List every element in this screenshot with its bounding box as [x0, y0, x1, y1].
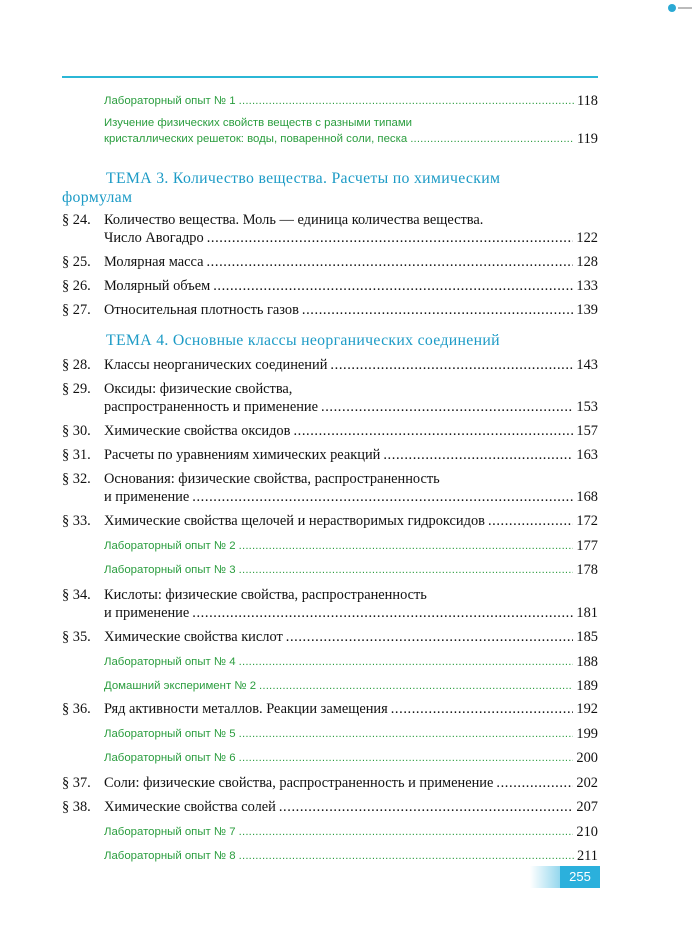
toc-section-26[interactable]: § 26. Молярный объем . . . 133 — [62, 277, 598, 295]
toc-lab-entry[interactable]: кристаллических решеток: воды, поваренной соли, песка . . . 119 — [104, 131, 598, 147]
toc-lab-entry-line: Изучение физических свойств веществ с разными типами — [104, 117, 413, 129]
toc-section-24-line2[interactable]: Число Авогадро . . . 122 — [62, 229, 598, 247]
toc-section-34-line2[interactable]: и применение . . . 181 — [62, 604, 598, 622]
header-rule — [62, 76, 598, 78]
toc-home-experiment[interactable]: Домашний эксперимент № 2 . . . 189 — [104, 678, 598, 694]
toc-section-24[interactable]: § 24. Количество вещества. Моль — единица количества вещества. — [62, 212, 484, 228]
publisher-logo-icon — [668, 4, 694, 12]
toc-section-35[interactable]: § 35. Химические свойства кислот . . . 185 — [62, 628, 598, 646]
toc-lab-entry[interactable]: Лабораторный опыт № 2 . . . 177 — [104, 538, 598, 554]
toc-lab-entry[interactable]: Лабораторный опыт № 3 . . . 178 — [104, 562, 598, 578]
toc-lab-entry[interactable]: Лабораторный опыт № 6 . . . 200 — [104, 750, 598, 766]
toc-section-28[interactable]: § 28. Классы неорганических соединений . . . 143 — [62, 356, 598, 374]
toc-section-29[interactable]: § 29. Оксиды: физические свойства, — [62, 381, 293, 397]
toc-lab-entry[interactable]: Лабораторный опыт № 7 . . . 210 — [104, 824, 598, 840]
toc-section-37[interactable]: § 37. Соли: физические свойства, распространенность и применение . . . 202 — [62, 774, 598, 792]
theme4-heading: ТЕМА 4. Основные классы неорганических соединений — [106, 332, 500, 349]
toc-top-block — [104, 93, 598, 147]
toc-lab-entry[interactable]: Лабораторный опыт № 1 . . . 118 — [104, 93, 598, 109]
theme3-heading-cont: формулам — [62, 189, 133, 206]
toc-section-32-line2[interactable]: и применение . . . 168 — [62, 488, 598, 506]
toc-lab-entry[interactable]: Лабораторный опыт № 8 . . . 211 — [104, 848, 598, 864]
theme3-heading: ТЕМА 3. Количество вещества. Расчеты по химическим — [106, 170, 501, 187]
toc-section-29-line2[interactable]: распространенность и применение . . . 153 — [62, 398, 598, 416]
theme4-list — [62, 356, 598, 864]
theme3-list — [62, 211, 598, 319]
page-number-badge — [560, 866, 600, 888]
page-number: 255 — [569, 869, 591, 884]
toc-section-31[interactable]: § 31. Расчеты по уравнениям химических реакций . . . 163 — [62, 446, 598, 464]
toc-section-30[interactable]: § 30. Химические свойства оксидов . . . 157 — [62, 422, 598, 440]
toc-section-32[interactable]: § 32. Основания: физические свойства, распространенность — [62, 471, 440, 487]
toc-lab-entry[interactable]: Лабораторный опыт № 4 . . . 188 — [104, 654, 598, 670]
toc-section-36[interactable]: § 36. Ряд активности металлов. Реакции замещения . . . 192 — [62, 700, 598, 718]
toc-section-25[interactable]: § 25. Молярная масса . . . 128 — [62, 253, 598, 271]
toc-section-34[interactable]: § 34. Кислоты: физические свойства, распространенность — [62, 587, 427, 603]
toc-section-33[interactable]: § 33. Химические свойства щелочей и нерастворимых гидроксидов . . . 172 — [62, 512, 598, 530]
toc-lab-entry[interactable]: Лабораторный опыт № 5 . . . 199 — [104, 726, 598, 742]
toc-section-27[interactable]: § 27. Относительная плотность газов . . . 139 — [62, 301, 598, 319]
toc-section-38[interactable]: § 38. Химические свойства солей . . . 207 — [62, 798, 598, 816]
